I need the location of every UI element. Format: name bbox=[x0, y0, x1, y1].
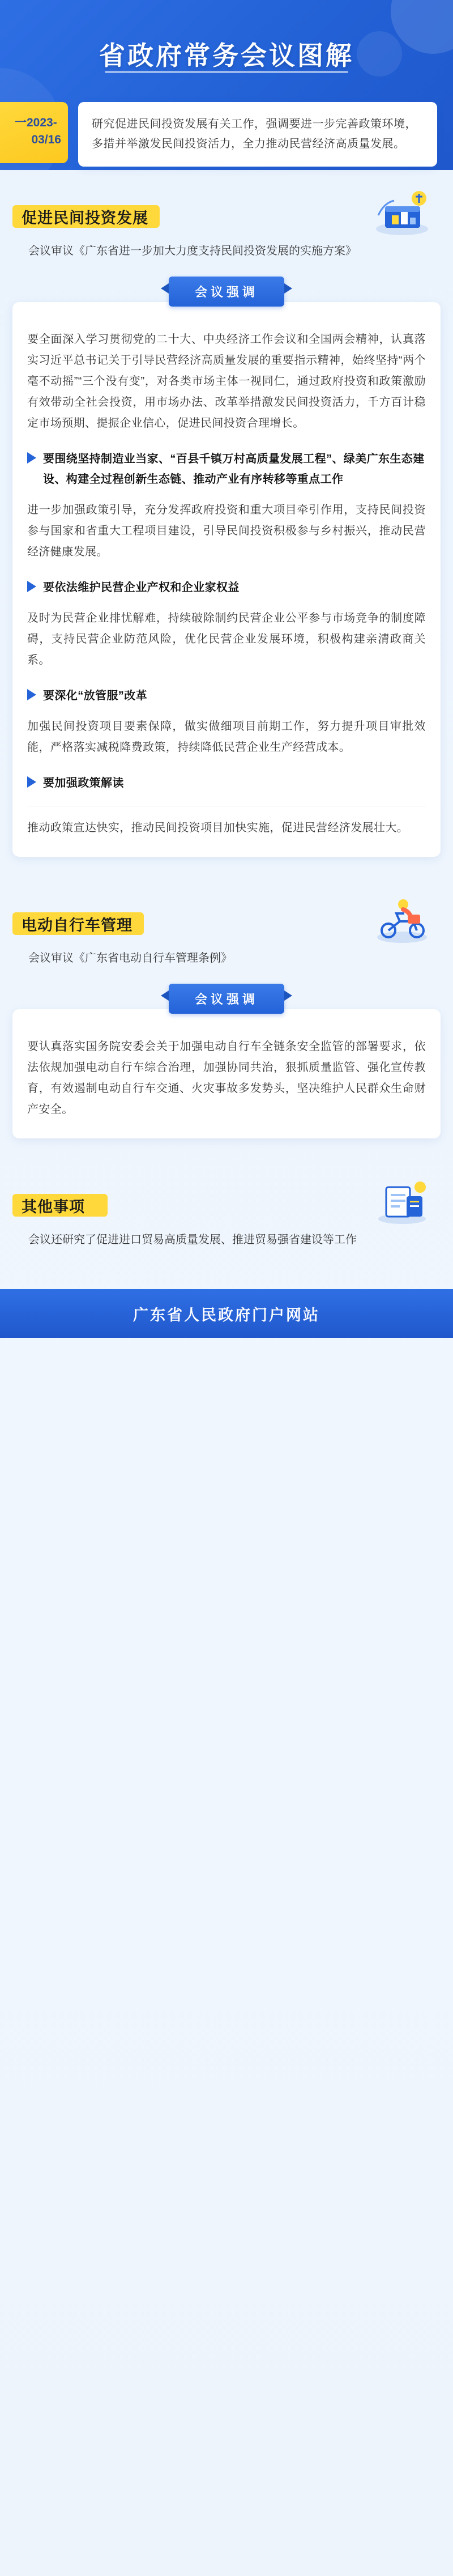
section-2-card bbox=[12, 1009, 441, 1138]
section-other-matters bbox=[12, 1189, 441, 1249]
section-3-subtitle: 会议还研究了促进进口贸易高质量发展、推进贸易强省建设等工作 bbox=[28, 1234, 357, 1246]
date-line-1: 一2023- bbox=[15, 116, 57, 129]
section-1-title-row bbox=[18, 201, 441, 232]
section-1-title: 促进民间投资发展 bbox=[22, 209, 148, 227]
section-2-ribbon: 会议强调 bbox=[169, 984, 284, 1014]
date-badge bbox=[0, 102, 68, 163]
arrow-right-icon bbox=[27, 452, 36, 464]
section-1-para-5: 推动政策宣达快实，推动民间投资项目加快实施，促进民营经济发展壮大。 bbox=[27, 822, 409, 834]
section-ebike-management bbox=[12, 908, 441, 1138]
intro-summary-card: 研究促进民间投资发展有关工作，强调要进一步完善政策环境，多措并举激发民间投资活力，全力推动民营经济高质量发展。 bbox=[78, 102, 437, 167]
arrow-right-icon bbox=[27, 689, 36, 700]
section-1-bullet-4-text: 要加强政策解读 bbox=[43, 777, 124, 789]
section-2-subtitle: 会议审议《广东省电动自行车管理条例》 bbox=[28, 952, 232, 964]
section-2-para-1: 要认真落实国务院安委会关于加强电动自行车全链条安全监管的部署要求，依法依规加强电动自行车综合治理，加强协同共治，狠抓质量监管、强化宣传教育，有效遏制电动自行车交通、火灾事故多发势头，坚决维护人民群众生命财产安全。 bbox=[27, 1040, 426, 1116]
section-1-para-3: 及时为民营企业排忧解难，持续破除制约民营企业公平参与市场竞争的制度障碍，支持民营企业防范风险，优化民营企业发展环境，积极构建亲清政商关系。 bbox=[27, 612, 426, 666]
section-1-bullet-2-text: 要依法维护民营企业产权和企业家权益 bbox=[43, 581, 240, 594]
section-1-subtitle: 会议审议《广东省进一步加大力度支持民间投资发展的实施方案》 bbox=[28, 245, 357, 257]
arrow-right-icon bbox=[27, 581, 36, 592]
section-1-bullet-1 bbox=[27, 449, 426, 490]
documents-icon bbox=[367, 1170, 435, 1227]
section-2-title: 电动自行车管理 bbox=[22, 916, 133, 934]
section-2-title-row bbox=[18, 908, 441, 940]
section-3-title-row bbox=[18, 1189, 441, 1221]
scooter-rider-icon bbox=[367, 889, 435, 945]
page-title: 省政府常务会议图解 bbox=[99, 41, 354, 70]
title-underline bbox=[105, 71, 348, 73]
section-1-bullet-2 bbox=[27, 577, 426, 598]
investment-chart-icon bbox=[367, 181, 435, 238]
section-1-bullet-3-text: 要深化“放管服”改革 bbox=[43, 690, 147, 702]
section-1-ribbon: 会议强调 bbox=[169, 277, 284, 307]
arrow-right-icon bbox=[27, 776, 36, 788]
footer-site-name: 广东省人民政府门户网站 bbox=[133, 1306, 320, 1324]
page-footer bbox=[0, 1289, 453, 1338]
section-1-para-1: 要全面深入学习贯彻党的二十大、中央经济工作会议和全国两会精神，认真落实习近平总书记关于引导民营经济高质量发展的重要指示精神，始终坚持“两个毫不动摇”“三个没有变”，对各类市场主体一视同仁，通过政府投资和政策激励有效带动全社会投资，用市场办法、改革举措激发民间投资活力，千方百计稳定市场预期、提振企业信心，促进民间投资合理增长。 bbox=[27, 333, 426, 430]
section-1-card bbox=[12, 302, 441, 857]
ribbon-wrap-2 bbox=[12, 984, 441, 1014]
section-1-bullet-4 bbox=[27, 773, 426, 793]
date-line-2: 03/16 bbox=[31, 133, 61, 147]
intro-block bbox=[0, 102, 453, 167]
section-1-bullet-3 bbox=[27, 686, 426, 706]
section-3-title: 其他事项 bbox=[22, 1198, 85, 1215]
section-1-para-2: 进一步加强政策引导，充分发挥政府投资和重大项目牵引作用，支持民间投资参与国家和省重大工程项目建设，引导民间投资积极参与乡村振兴，推动民营经济健康发展。 bbox=[27, 504, 426, 558]
ribbon-wrap-1 bbox=[12, 277, 441, 307]
section-private-investment bbox=[12, 201, 441, 857]
section-1-para-4: 加强民间投资项目要素保障，做实做细项目前期工作，努力提升项目审批效能，严格落实减税降费政策，持续降低民营企业生产经营成本。 bbox=[27, 720, 426, 754]
section-1-bullet-1-text: 要围绕坚持制造业当家、“百县千镇万村高质量发展工程”、绿美广东生态建设、构建全过程创新生态链、推动产业有序转移等重点工作 bbox=[43, 453, 425, 486]
